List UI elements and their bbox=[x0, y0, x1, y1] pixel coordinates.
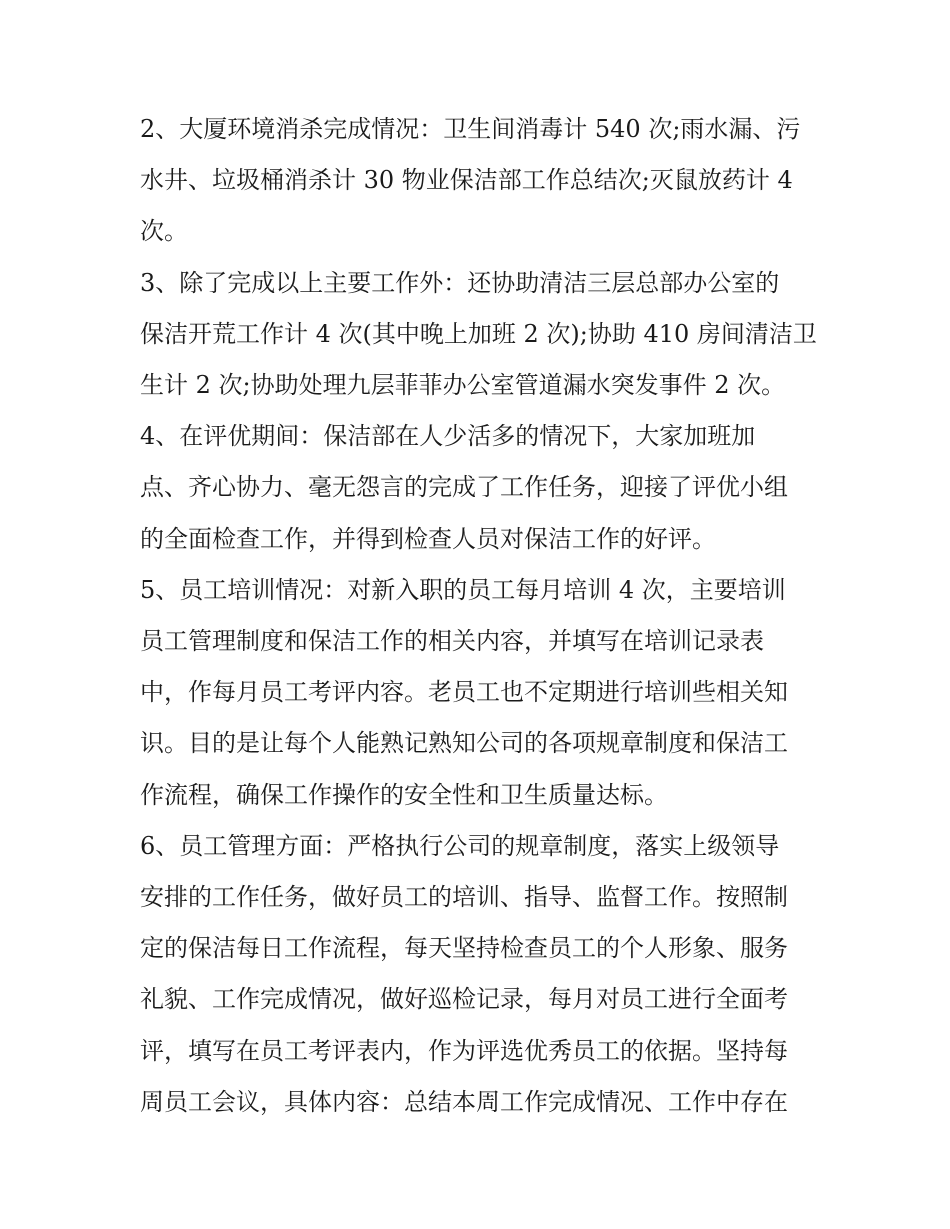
text-line: 4、在评优期间：保洁部在人少活多的情况下，大家加班加 bbox=[140, 422, 756, 451]
text-line: 次。 bbox=[140, 217, 188, 246]
paragraph-item-4 bbox=[140, 411, 820, 565]
paragraph-item-5 bbox=[140, 565, 820, 821]
text-line: 识。目的是让每个人能熟记熟知公司的各项规章制度和保洁工 bbox=[140, 729, 788, 758]
paragraph-item-6 bbox=[140, 821, 820, 1128]
text-line: 3、除了完成以上主要工作外：还协助清洁三层总部办公室的 bbox=[140, 268, 780, 297]
text-line: 水井、垃圾桶消杀计 30 物业保洁部工作总结次;灭鼠放药计 4 bbox=[140, 166, 793, 195]
text-line: 生计 2 次;协助处理九层菲菲办公室管道漏水突发事件 2 次。 bbox=[140, 371, 786, 400]
text-line: 礼貌、工作完成情况，做好巡检记录，每月对员工进行全面考 bbox=[140, 985, 788, 1014]
paragraph-item-2 bbox=[140, 104, 820, 258]
text-line: 评，填写在员工考评表内，作为评选优秀员工的依据。坚持每 bbox=[140, 1036, 788, 1065]
text-line: 保洁开荒工作计 4 次(其中晚上加班 2 次);协助 410 房间清洁卫 bbox=[140, 319, 817, 348]
text-line: 5、员工培训情况：对新入职的员工每月培训 4 次，主要培训 bbox=[140, 575, 786, 604]
text-line: 定的保洁每日工作流程，每天坚持检查员工的个人形象、服务 bbox=[140, 934, 788, 963]
document-body bbox=[140, 104, 820, 1128]
text-line: 周员工会议，具体内容：总结本周工作完成情况、工作中存在 bbox=[140, 1087, 788, 1116]
text-line: 中，作每月员工考评内容。老员工也不定期进行培训些相关知 bbox=[140, 678, 788, 707]
paragraph-item-3 bbox=[140, 258, 820, 412]
text-line: 员工管理制度和保洁工作的相关内容，并填写在培训记录表 bbox=[140, 627, 764, 656]
text-line: 6、员工管理方面：严格执行公司的规章制度，落实上级领导 bbox=[140, 831, 780, 860]
text-line: 安排的工作任务，做好员工的培训、指导、监督工作。按照制 bbox=[140, 883, 788, 912]
text-line: 点、齐心协力、毫无怨言的完成了工作任务，迎接了评优小组 bbox=[140, 473, 788, 502]
text-line: 2、大厦环境消杀完成情况：卫生间消毒计 540 次;雨水漏、污 bbox=[140, 115, 801, 143]
text-line: 的全面检查工作，并得到检查人员对保洁工作的好评。 bbox=[140, 524, 716, 553]
text-line: 作流程，确保工作操作的安全性和卫生质量达标。 bbox=[140, 780, 668, 809]
